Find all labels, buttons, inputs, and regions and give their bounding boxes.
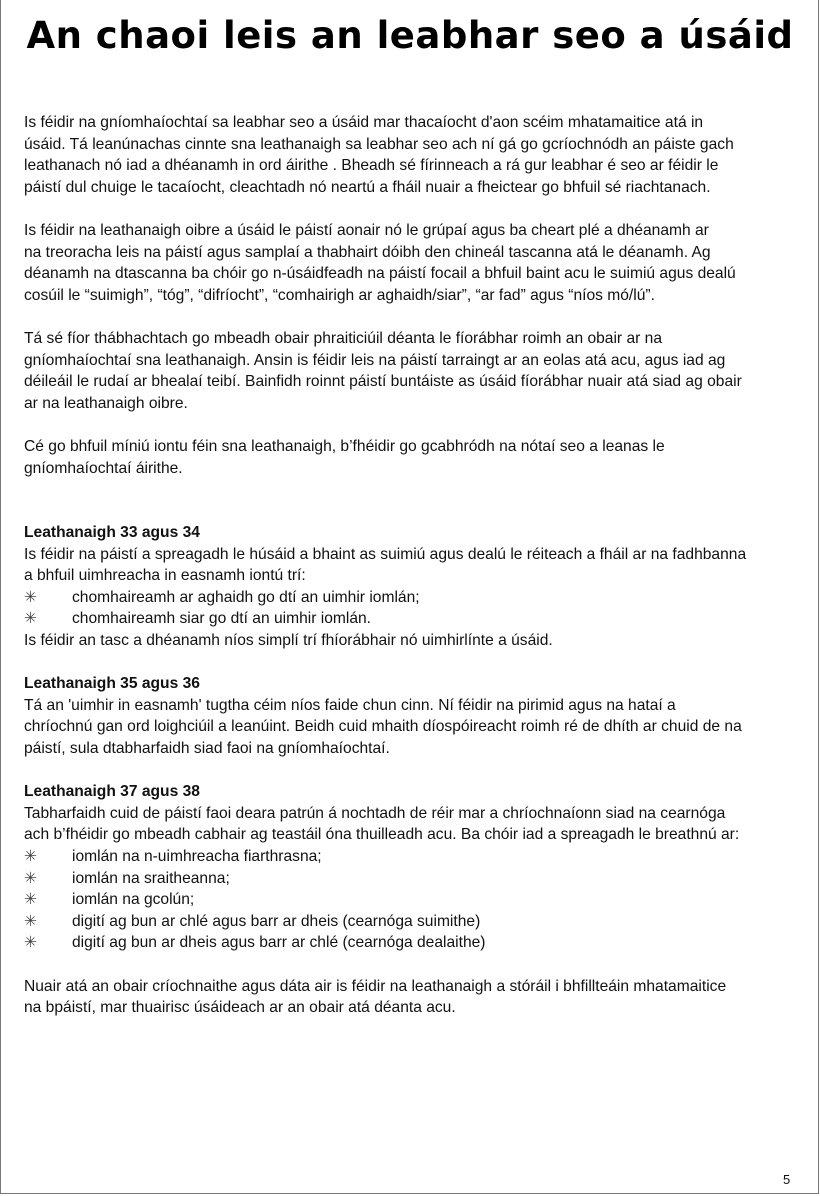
text-line: gníomhaíochtaí áirithe. — [24, 459, 183, 477]
list-item-text: iomlán na sraitheanna; — [72, 869, 230, 887]
asterisk-bullet-icon: ✳ — [24, 869, 38, 887]
list-item-text: digití ag bun ar chlé agus barr ar dheis (cearnóga suimithe) — [72, 912, 481, 930]
list-item — [24, 846, 814, 868]
text-line: ach b’fhéidir go mbeadh cabhair ag teastáil óna thuilleadh acu. Ba chóir iad a spreagadh le breathnú ar: — [24, 826, 740, 844]
paragraph — [24, 328, 814, 414]
list-item — [24, 911, 814, 933]
text-line: na bpáistí, mar thuairisc úsáideach ar an obair atá déanta acu. — [24, 999, 456, 1017]
page-number: 5 — [783, 1172, 791, 1187]
section-1 — [24, 522, 814, 652]
closing-paragraph — [24, 976, 814, 1019]
list-item-text: digití ag bun ar dheis agus barr ar chlé (cearnóga dealaithe) — [72, 934, 486, 952]
section-2 — [24, 673, 814, 759]
list-item-text: iomlán na gcolún; — [72, 891, 195, 909]
text-line: Nuair atá an obair críochnaithe agus dáta air is féidir na leathanaigh a stóráil i bhfillteáin mhatamaitice — [24, 977, 727, 995]
section-heading: Leathanaigh 35 agus 36 — [24, 675, 200, 693]
list-item-text: chomhaireamh ar aghaidh go dtí an uimhir iomlán; — [72, 588, 420, 606]
section-3 — [24, 781, 814, 954]
paragraph — [24, 220, 814, 306]
section-heading: Leathanaigh 37 agus 38 — [24, 783, 200, 801]
section-heading: Leathanaigh 33 agus 34 — [24, 524, 200, 542]
asterisk-bullet-icon: ✳ — [24, 610, 38, 628]
text-line: leathanach nó iad a dhéanamh in ord áirithe . Bheadh sé fírinneach a rá gur leabhar é seo ar féidir le — [24, 157, 719, 175]
text-line: Tá an 'uimhir in easnamh' tugtha céim níos faide chun cinn. Ní féidir na pirimid agus na hataí a — [24, 696, 676, 714]
list-item-text: iomlán na n-uimhreacha fiarthrasna; — [72, 848, 322, 865]
document-body — [24, 112, 814, 1019]
list-item-text: chomhaireamh siar go dtí an uimhir iomlán. — [72, 610, 372, 628]
text-line: Is féidir na leathanaigh oibre a úsáid le páistí aonair nó le grúpaí agus ba cheart plé a dhéanamh ar — [24, 221, 709, 239]
paragraph — [24, 112, 814, 198]
text-line: chríochnú gan ord loighciúil a leanúint. Beidh cuid mhaith díospóireacht roimh ré de dhíth ar chuid de na — [24, 718, 742, 736]
text-line: páistí, sula dtabharfaidh siad faoi na gníomhaíochtaí. — [24, 740, 390, 758]
text-line: Is féidir an tasc a dhéanamh níos simplí trí fhíorábhair nó uimhirlínte a úsáid. — [24, 632, 553, 650]
text-line: Cé go bhfuil míniú iontu féin sna leathanaigh, b’fhéidir go gcabhródh na nótaí seo a leanas le — [24, 437, 665, 455]
page-title: An chaoi leis an leabhar seo a úsáid — [26, 14, 794, 57]
list-item — [24, 587, 814, 609]
text-line: úsáid. Tá leanúnachas cinnte sna leathanaigh sa leabhar seo ach ní gá go gcríochnódh an páiste gach — [24, 135, 734, 153]
text-line: Tá sé fíor thábhachtach go mbeadh obair phraiticiúil déanta le fíorábhar roimh an obair ar na — [24, 329, 662, 347]
text-line: cosúil le “suimigh”, “tóg”, “difríocht”, “comhairigh ar aghaidh/siar”, “ar fad” agus “níos mó/lú”. — [24, 286, 655, 304]
text-line: ar na leathanaigh oibre. — [24, 394, 188, 412]
list-item — [24, 608, 814, 630]
text-line: Is féidir na gníomhaíochtaí sa leabhar seo a úsáid mar thacaíocht d'aon scéim mhatamaitice atá in — [24, 114, 704, 131]
asterisk-bullet-icon: ✳ — [24, 588, 38, 606]
text-line: a bhfuil uimhreacha in easnamh iontú trí: — [24, 567, 306, 585]
text-line: páistí dul chuige le tacaíocht, cleachtadh nó neartú a fháil nuair a fheictear go bhfuil sé riachtanach. — [24, 178, 711, 196]
text-line: déanamh na dtascanna ba chóir go n-úsáidfeadh na páistí focail a bhfuil baint acu le suimiú agus dealú — [24, 265, 736, 283]
text-line: na treoracha leis na páistí agus samplaí a thabhairt dóibh den chineál tascanna atá le déanamh. Ag — [24, 243, 711, 261]
text-line: Tabharfaidh cuid de páistí faoi deara patrún á nochtadh de réir mar a chríochnaíonn siad na cearnóga — [24, 804, 726, 822]
asterisk-bullet-icon: ✳ — [24, 912, 38, 930]
list-item — [24, 932, 814, 954]
text-line: Is féidir na páistí a spreagadh le húsáid a bhaint as suimiú agus dealú le réiteach a fháil ar na fadhbanna — [24, 545, 747, 563]
list-item — [24, 868, 814, 890]
list-item — [24, 889, 814, 911]
text-line: déileáil le rudaí ar bhealaí teibí. Bainfidh roinnt páistí buntáiste as úsáid fíorábhar nuair atá siad ag obair — [24, 373, 742, 391]
asterisk-bullet-icon: ✳ — [24, 891, 38, 909]
text-line: gníomhaíochtaí sna leathanaigh. Ansin is féidir leis na páistí tarraingt ar an eolas atá acu, agus iad ag — [24, 351, 726, 369]
asterisk-bullet-icon: ✳ — [24, 848, 38, 865]
paragraph — [24, 436, 814, 479]
asterisk-bullet-icon: ✳ — [24, 934, 38, 952]
